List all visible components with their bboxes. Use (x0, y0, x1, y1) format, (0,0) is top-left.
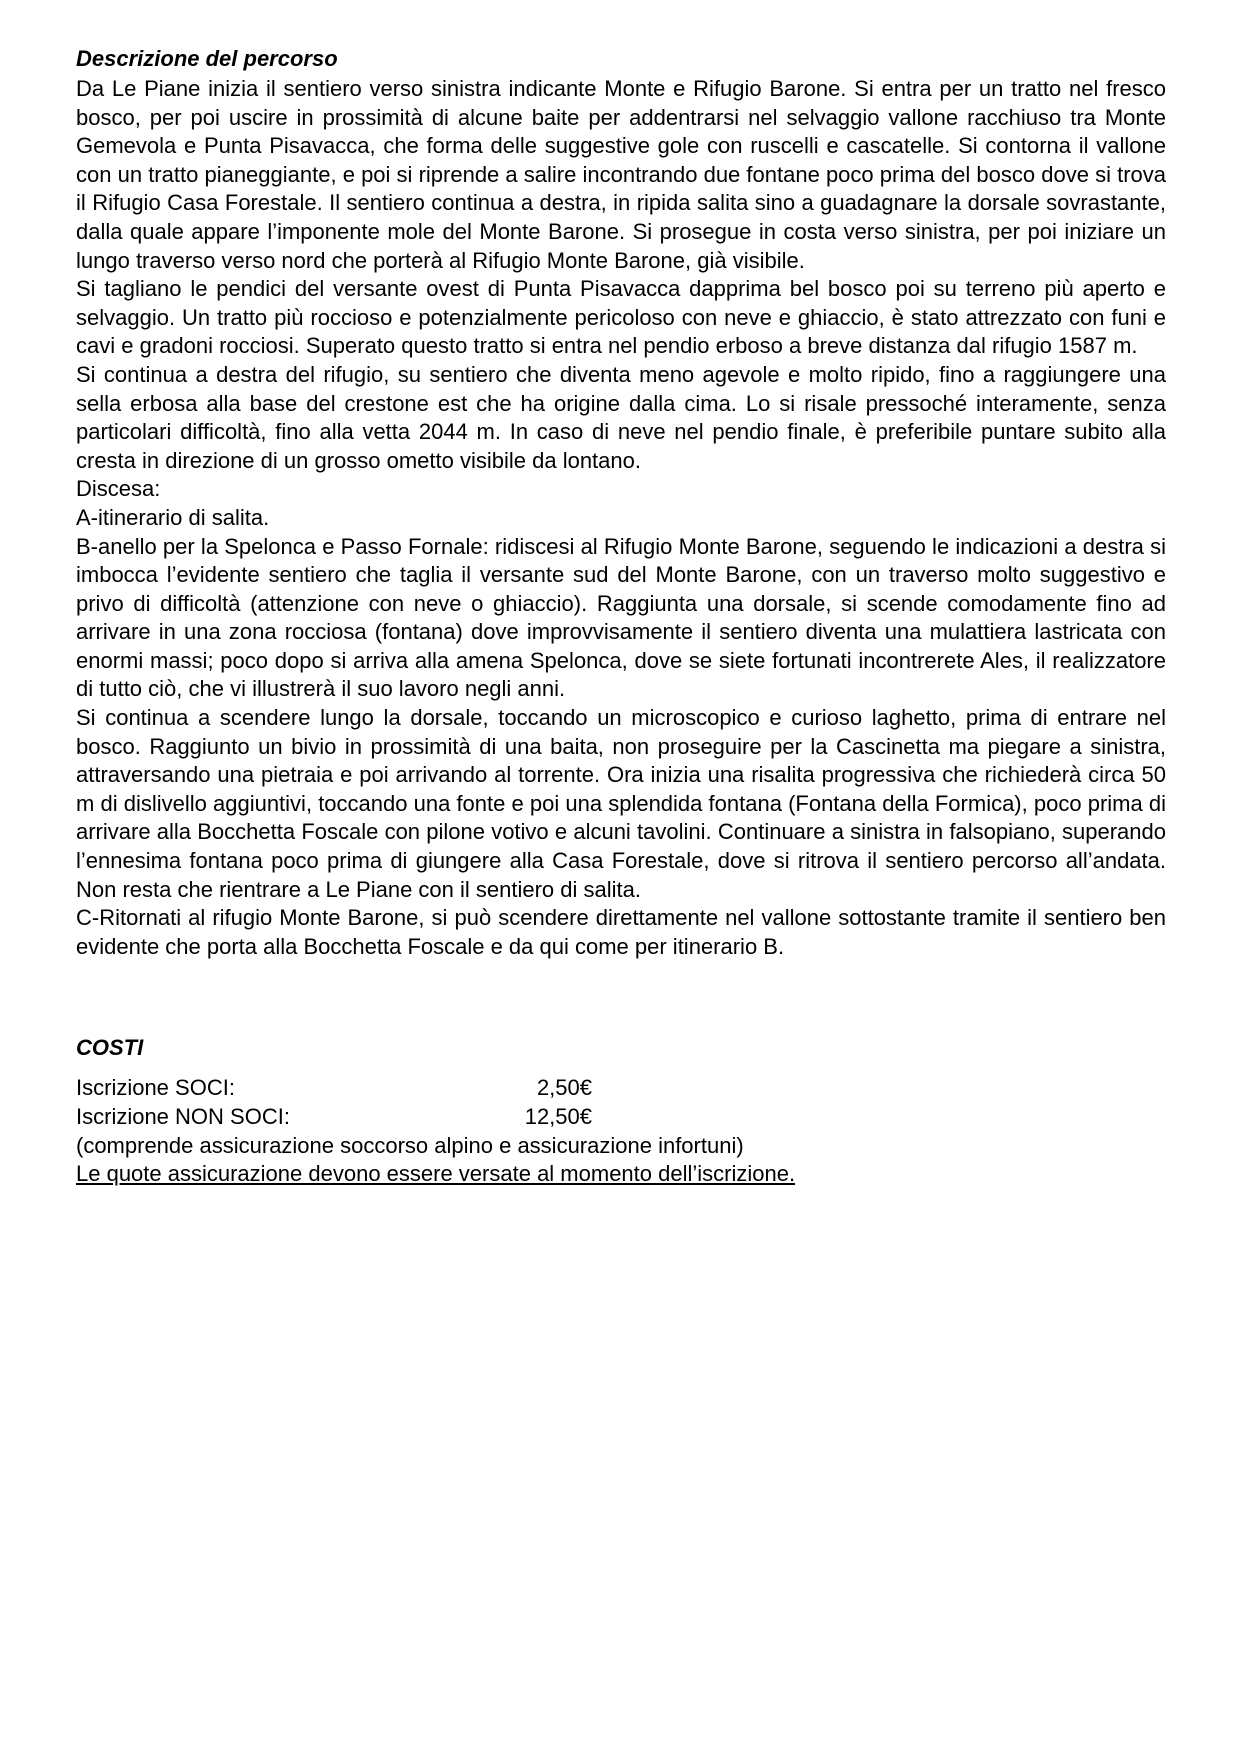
description-title: Descrizione del percorso (76, 46, 338, 71)
descent-option-a: A-itinerario di salita. (76, 504, 270, 530)
cost-value: 2,50€ (536, 1075, 592, 1101)
costs-title: COSTI (76, 1035, 144, 1061)
insurance-payment-note: Le quote assicurazione devono essere versate al momento dell’iscrizione. (76, 1161, 796, 1187)
description-paragraph: Si tagliano le pendici del versante ovest di Punta Pisavacca dapprima bel bosco poi su terreno più aperto e selvaggio. Un tratto più roccioso e potenzialmente pericoloso con neve e ghiaccio, è stato attrezzato con funi e cavi e gradoni rocciosi. Superato questo tratto si entra nel pendio erboso a breve distanza dal rifugio 1587 m. (76, 276, 1166, 359)
descent-option-b-continued: Si continua a scendere lungo la dorsale, toccando un microscopico e curioso laghetto, prima di entrare nel bosco. Raggiunto un bivio in prossimità di una baita, non proseguire per la Cascinetta ma piegare a sinistra, attraversando una pietraia e poi arrivando al torrente. Ora inizia una risalita progressiva che richiederà circa 50 m di dislivello aggiuntivi, toccando una fonte e poi una splendida fontana (Fontana della Formica), poco prima di arrivare alla Bocchetta Foscale con pilone votivo e alcuni tavolini. Continuare a sinistra in falsopiano, superando l’ennesima fontana poco prima di giungere alla Casa Forestale, dove si ritrova il sentiero percorso all’andata. Non resta che rientrare a Le Piane con il sentiero di salita. (76, 705, 1166, 902)
cost-label: Iscrizione NON SOCI: (76, 1104, 290, 1129)
cost-row-members (76, 1074, 1166, 1103)
description-paragraph: Da Le Piane inizia il sentiero verso sinistra indicante Monte e Rifugio Barone. Si entra per un tratto nel fresco bosco, per poi uscire in prossimità di alcune baite per addentrarsi nel selvaggio vallone racchiuso tra Monte Gemevola e Punta Pisavacca, che forma delle suggestive gole con ruscelli e cascatelle. Si contorna il vallone con un tratto pianeggiante, e poi si riprende a salire incontrando due fontane poco prima del bosco dove si trova il Rifugio Casa Forestale. Il sentiero continua a destra, in ripida salita sino a guadagnare la dorsale sovrastante, dalla quale appare l’imponente mole del Monte Barone. Si prosegue in costa verso sinistra, per poi iniziare un lungo traverso verso nord che porterà al Rifugio Monte Barone, già visibile. (76, 76, 1166, 273)
document-page (76, 44, 1166, 1189)
descent-option-c: C-Ritornati al rifugio Monte Barone, si può scendere direttamente nel vallone sottostante tramite il sentiero ben evidente che porta alla Bocchetta Foscale e da qui come per itinerario B. (76, 905, 1166, 959)
description-section (76, 44, 1166, 961)
cost-value: 12,50€ (524, 1104, 592, 1129)
descent-heading: Discesa: (76, 476, 161, 502)
cost-label: Iscrizione SOCI: (76, 1075, 235, 1101)
description-paragraph: Si continua a destra del rifugio, su sentiero che diventa meno agevole e molto ripido, fino a raggiungere una sella erbosa alla base del crestone est che ha origine dalla cima. Lo si risale pressoché interamente, senza particolari difficoltà, fino alla vetta 2044 m. In caso di neve nel pendio finale, è preferibile puntare subito alla cresta in direzione di un grosso ometto visibile da lontano. (76, 361, 1166, 473)
insurance-note: (comprende assicurazione soccorso alpino e assicurazione infortuni) (76, 1132, 744, 1158)
cost-row-non-members (76, 1103, 1166, 1132)
descent-option-b: B-anello per la Spelonca e Passo Fornale: ridiscesi al Rifugio Monte Barone, seguendo le indicazioni a destra si imbocca l’evidente sentiero che taglia il versante sud del Monte Barone, con un traverso molto suggestivo e privo di difficoltà (attenzione con neve o ghiaccio). Raggiunta una dorsale, si scende comodamente fino ad arrivare in una zona rocciosa (fontana) dove improvvisamente il sentiero diventa una mulattiera lastricata con enormi massi; poco dopo si arriva alla amena Spelonca, dove se siete fortunati incontrerete Ales, il realizzatore di tutto ciò, che vi illustrerà il suo lavoro negli anni. (76, 533, 1166, 702)
costs-section (76, 1033, 1166, 1188)
